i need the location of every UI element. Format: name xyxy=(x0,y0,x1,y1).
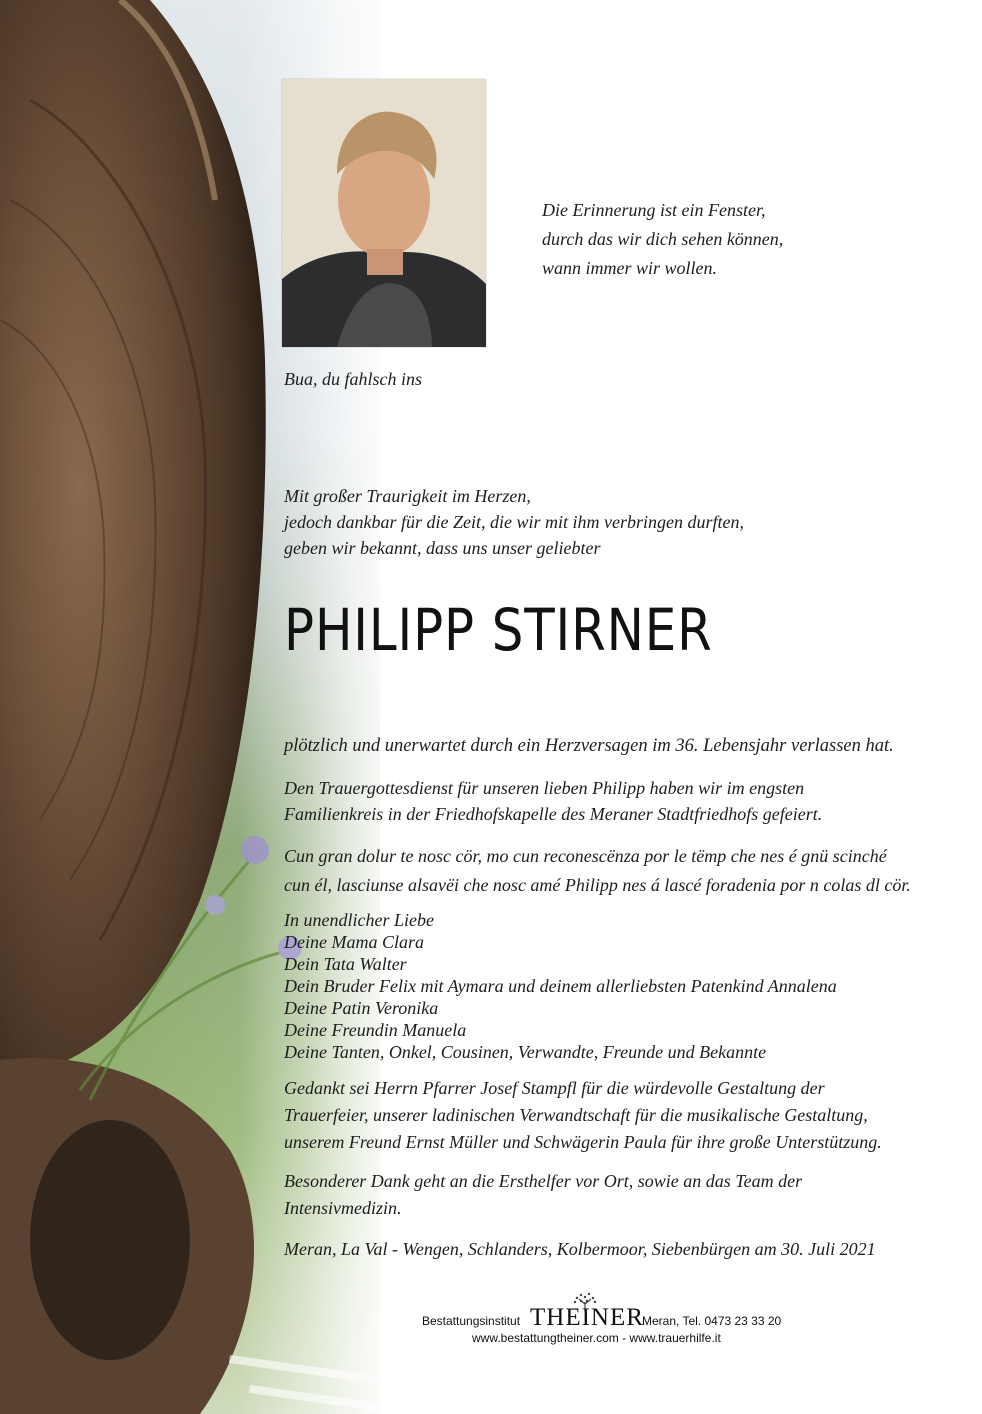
intro-line: jedoch dankbar für die Zeit, die wir mit ihm verbringen durften, xyxy=(284,512,744,532)
service-paragraph xyxy=(284,775,822,827)
service-line: Familienkreis in der Friedhofskapelle des Meraner Stadtfriedhofs gefeiert. xyxy=(284,804,823,824)
special-thanks-line: Intensivmedizin. xyxy=(284,1198,402,1218)
intro-block xyxy=(284,483,744,561)
intro-line: Mit großer Traurigkeit im Herzen, xyxy=(284,486,531,506)
ladin-line: Cun gran dolur te nosc cör, mo cun reconescënza por le tëmp che nes é gnü scinché xyxy=(284,846,887,866)
footer-brand-name: THEINER xyxy=(530,1304,644,1331)
portrait-photo-icon xyxy=(282,79,486,347)
place-and-date: Meran, La Val - Wengen, Schlanders, Kolbermoor, Siebenbürgen am 30. Juli 2021 xyxy=(284,1239,876,1259)
footer-institute-label: Bestattungsinstitut xyxy=(422,1314,521,1328)
mourner-line: Deine Freundin Manuela xyxy=(284,1020,467,1040)
ladin-paragraph xyxy=(284,842,911,900)
quote-line: Die Erinnerung ist ein Fenster, xyxy=(542,200,766,220)
special-thanks-line: Besonderer Dank geht an die Ersthelfer vor Ort, sowie an das Team der xyxy=(284,1171,803,1191)
quote-line: wann immer wir wollen. xyxy=(542,258,718,278)
mourner-line: In unendlicher Liebe xyxy=(284,910,434,930)
deceased-name: PHILIPP STIRNER xyxy=(284,596,713,664)
mourner-line: Dein Tata Walter xyxy=(284,954,407,974)
quote-line: durch das wir dich sehen können, xyxy=(542,229,784,249)
mourner-line: Deine Tanten, Onkel, Cousinen, Verwandte, Freunde und Bekannte xyxy=(284,1042,767,1062)
thanks-line: Gedankt sei Herrn Pfarrer Josef Stampfl für die würdevolle Gestaltung der xyxy=(284,1078,825,1098)
mourner-line: Deine Mama Clara xyxy=(284,932,424,952)
ladin-line: cun él, lasciunse alsavëi che nosc amé Philipp nes á lascé foradenia por n colas dl cör. xyxy=(284,875,911,895)
service-line: Den Trauergottesdienst für unseren lieben Philipp haben wir im engsten xyxy=(284,778,805,798)
special-thanks-paragraph xyxy=(284,1168,802,1222)
thanks-line: Trauerfeier, unserer ladinischen Verwandtschaft für die musikalische Gestaltung, xyxy=(284,1105,868,1125)
mourners-list xyxy=(284,909,837,1063)
intro-line: geben wir bekannt, dass uns unser geliebter xyxy=(284,538,601,558)
funeral-home-footer xyxy=(422,1290,782,1350)
portrait-photo xyxy=(282,79,486,347)
dialect-note: Bua, du fahlsch ins xyxy=(284,369,422,389)
quote-block xyxy=(542,196,783,283)
mourner-line: Deine Patin Veronika xyxy=(284,998,439,1018)
thanks-line: unserem Freund Ernst Müller und Schwägerin Paula für ihre große Unterstützung. xyxy=(284,1132,882,1152)
death-statement: plötzlich und unerwartet durch ein Herzversagen im 36. Lebensjahr verlassen hat. xyxy=(284,736,894,756)
thanks-paragraph xyxy=(284,1075,882,1156)
footer-websites[interactable]: www.bestattungtheiner.com - www.trauerhilfe.it xyxy=(472,1331,721,1345)
footer-contact: Meran, Tel. 0473 23 33 20 xyxy=(642,1314,782,1328)
mourner-line: Dein Bruder Felix mit Aymara und deinem allerliebsten Patenkind Annalena xyxy=(284,976,837,996)
